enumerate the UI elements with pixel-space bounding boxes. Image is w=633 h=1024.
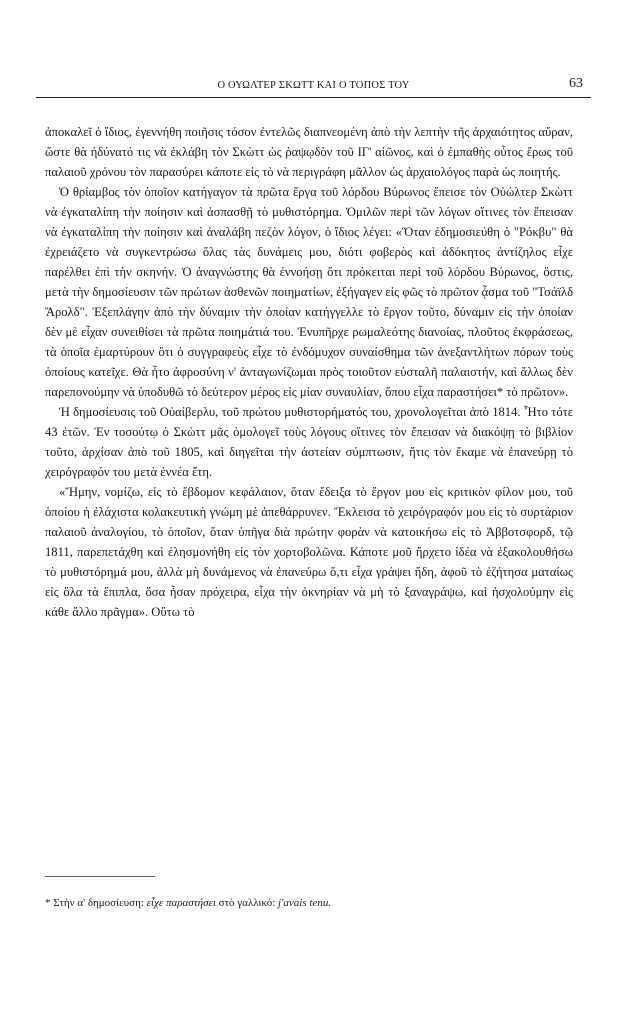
footnote (45, 896, 573, 910)
running-header (36, 76, 591, 96)
paragraph: «Ἤμην, νομίζω, εἰς τὸ ἕβδομον κεφάλαιον, ὅταν ἔδειξα τὸ ἔργον μου εἰς κριτικὸν φίλον μου, τοῦ ὁποίου ἡ ἐλάχιστα κολακευτικὴ γνώμη μὲ ἀπεθάρρυνεν. Ἔκλεισα τὸ χειρόγραφόν μου εἰς τὸ συρτάριον παλαιοῦ ἀναλογίου, τὸ ὁποῖον, ὅταν ὑπῆγα διὰ πρώτην φορὰν νὰ κατοικήσω εἰς τὸ Ἀββοτσφορδ, τῷ 1811, παρεπετάχθη καὶ ἐλησμονήθη εἰς τὸν χορτοβολῶνα. Κάποτε μοῦ ἤρχετο ἰδέα νὰ ἐξακολουθήσω τὸ μυθιστόρημά μου, ἀλλὰ μὴ δυνάμενος νὰ ἐπανεύρω ὅ,τι εἶχα γράψει ἤδη, ἀφοῦ τὸ ἐζήτησα ματαίως εἰς ὅλα τὰ ἔπιπλα, ὅσα ἦσαν πρόχειρα, εἶχα τὴν ὀκνηρίαν νὰ μὴ τὸ ξαναγράψω, καὶ ἠσχολούμην εἰς κάθε ἄλλο πρᾶγμα». Οὕτω τὸ (45, 485, 573, 619)
paragraph-continued: ἀποκαλεῖ ὁ ἴδιος, ἐγεννήθη ποιῆσις τόσον ἐντελῶς διαπνεομένη ἀπὸ τὴν λεπτὴν τῆς ἀρχαιότητος αὔραν, ὥστε θὰ ἠδύνατό τις νὰ ἐκλάβη τὸν Σκὼττ ὡς ῥαψῳδὸν τοῦ ΙΓ' αἰῶνος, καὶ ὁ ἐμπαθὴς οὗτος ἔρως τοῦ παλαιοῦ χρόνου τὸν παρασύρει κάποτε εἰς τὸ νὰ περιγράφη μᾶλλον ὡς ἀρχαιολόγος παρὰ ὡς ποιητής. (45, 125, 573, 179)
body-text (45, 122, 573, 622)
footnote-italic-phrase: εἶχε παραστήσει (146, 897, 216, 909)
header-rule (36, 97, 591, 98)
running-title: Ο ΟΥΩΛΤΕΡ ΣΚΩΤΤ ΚΑΙ Ο ΤΟΠΟΣ ΤΟΥ (217, 80, 410, 91)
footnote-lead: * Στὴν α' δημοσίευση: (45, 897, 147, 909)
paragraph: Ἡ δημοσίευσις τοῦ Οὐαίβερλυ, τοῦ πρώτου μυθιστορήματός του, χρονολογεῖται ἀπὸ 1814. Ἦτο τότε 43 ἐτῶν. Ἐν τοσούτῳ ὁ Σκὼττ μᾶς ὁμολογεῖ τοὺς λόγους οἵτινες τὸν ἔπεισαν νὰ διακόψῃ τὸ βιβλίον τοῦτο, ἀρχίσαν ἀπὸ τοῦ 1805, καὶ διηγεῖται τὴν ἀστείαν σύμπτωσιν, ἥτις τὸν ἔκαμε νὰ ἐπανεύρῃ τὸ χειρόγραφόν του μετὰ ἐννέα ἔτη. (45, 405, 573, 479)
page-number: 63 (569, 76, 583, 91)
footnote-middle: στὸ γαλλικό: (215, 897, 278, 909)
footnote-french-text: j'avais tenu. (278, 897, 332, 909)
paragraph: Ὁ θρίαμβος τὸν ὁποῖον κατήγαγον τὰ πρῶτα ἔργα τοῦ λόρδου Βύρωνος ἔπεισε τὸν Οὐώλτερ Σκὼττ νὰ ἐγκαταλίπη τὴν ποίησιν καὶ ἀσπασθῇ τὸ μυθιστόρημα. Ὁμιλῶν περὶ τῶν λόγων οἵτινες τὸν ἔπεισαν νὰ ἐγκαταλίπη τὴν ποίησιν καὶ ἀναλάβη πεζὸν λόγον, ὁ ἴδιος λέγει: «Ὅταν ἐδημοσιεύθη ὁ "Ρόκβυ" θὰ ἐχρειάζετο νὰ συγκεντρώσω ὅλας τὰς δυνάμεις μου, διότι φοβερὸς καὶ ἀδόκητος ἀντίζηλος εἶχε παρέλθει ἐπὶ τὴν σκηνήν. Ὁ ἀναγνώστης θὰ ἐννοήσῃ ὅτι πρόκειται περὶ τοῦ λόρδου Βύρωνος, ὅστις, μετὰ τὴν δημοσίευσιν τῶν πρώτων ἀσθενῶν ποιηματίων, ἐξήγαγεν εἰς φῶς τὸ πρῶτον ᾆσμα τοῦ "Τσάϊλδ Ἄρολδ". Ἐξεπλάγην ἀπὸ τὴν δύναμιν τὴν ὁποίαν κατήγγελλε τὸ ἔργον τοῦτο, δύναμιν εἰς τὴν ὁποίαν δὲν μὲ εἶχαν συνειθίσει τὰ πρῶτα ποιημάτιά του. Ἐνυπῆρχε ρωμαλεότης διανοίας, πλοῦτος ἐκφράσεως, τὰ ὁποῖα ἐμαρτύρουν ὅτι ὁ συγγραφεὺς εἶχε τὸ ἐνδόμυχον συναίσθημα τῶν ἀνεξαντλήτων πόρων τοὺς ὁποίους κατεῖχε. Θὰ ἦτο ἀφροσύνη ν' ἀνταγωνίζωμαι πρὸς τοιοῦτον εὐσταλῆ παλαιστήν, καὶ ἄλλως δὲν παρεπονούμην νὰ ὑποδυθῶ τὸ δεύτερον μέρος εἰς μίαν συναυλίαν, ὅπου εἶχα παραστήσει* τὸ πρῶτον». (45, 185, 573, 399)
footnote-rule (45, 876, 155, 877)
